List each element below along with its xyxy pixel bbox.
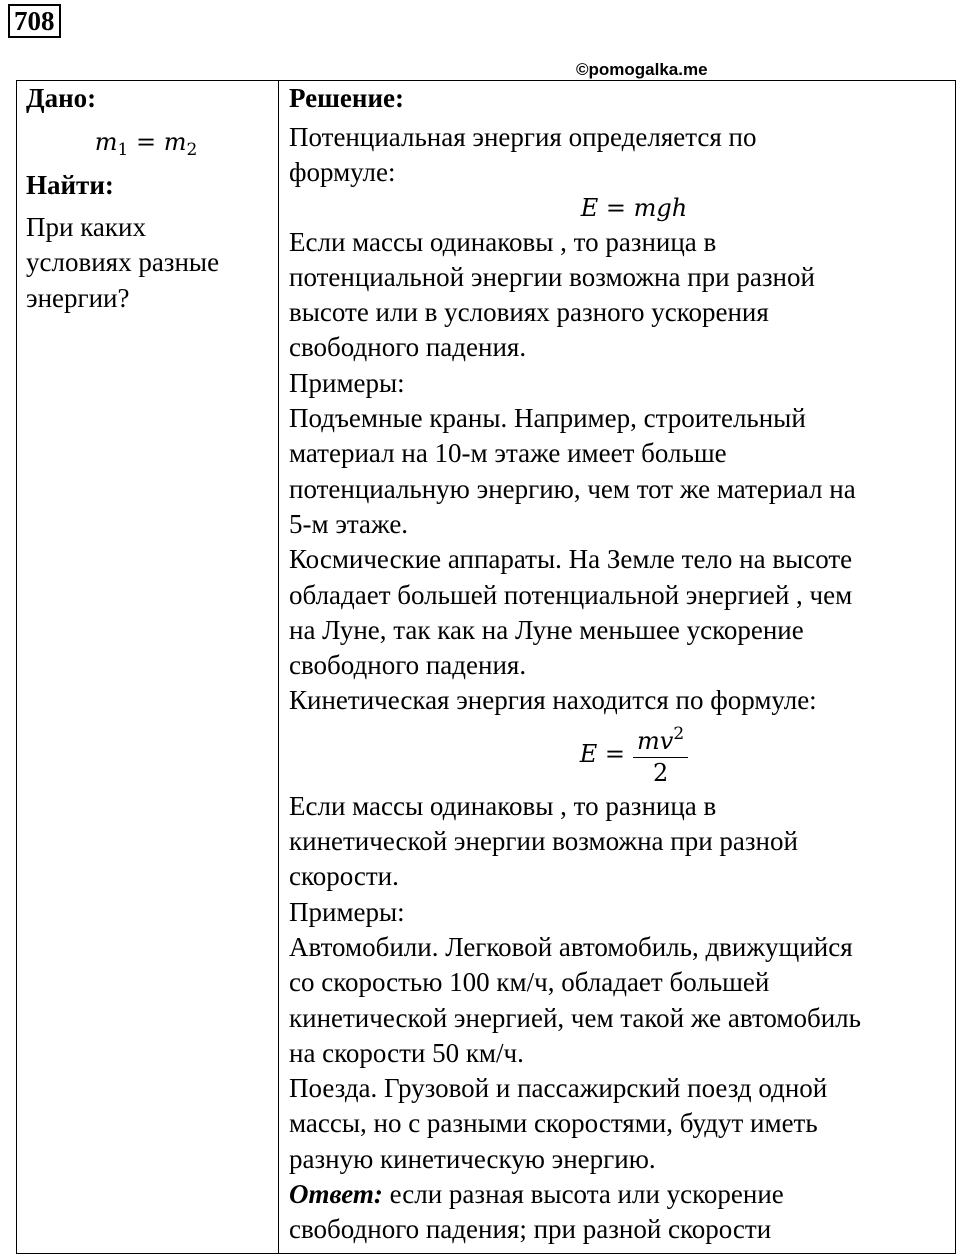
text-line: свободного падения. (289, 332, 527, 363)
text-line: 5-м этаже. (289, 508, 409, 539)
text-line: потенциальную энергию, чем тот же материал на (289, 473, 856, 504)
question-line: При каких (26, 212, 146, 242)
answer-line: свободного падения; при разной скорости (289, 1214, 772, 1245)
text-line: на скорости 50 км/ч. (289, 1037, 524, 1068)
text-line: потенциальной энергии возможна при разной (289, 261, 815, 292)
solution-column (289, 81, 949, 1248)
text-line: Потенциальная энергия определяется по (289, 122, 757, 152)
text-line: Если массы одинаковы , то разница в (289, 790, 717, 821)
text-line: кинетической энергии возможна при разной (289, 826, 798, 857)
column-divider (278, 81, 279, 1253)
text-line: массы, но с разными скоростями, будут иметь (289, 1108, 818, 1139)
text-line: Автомобили. Легковой автомобиль, движущийся (289, 931, 853, 962)
find-heading: Найти: (26, 170, 114, 200)
text-line: скорости. (289, 861, 399, 892)
kinetic-energy-formula: E = $\frac{mv^2}{2}$ (289, 719, 949, 789)
answer-text: если разная высота или ускорение (382, 1179, 784, 1210)
question-line: условиях разные (26, 247, 220, 278)
text-line: Примеры: (289, 367, 405, 398)
answer-line (289, 1177, 949, 1212)
question-line: энергии? (26, 282, 130, 313)
text-line: Подъемные краны. Например, строительный (289, 403, 806, 434)
text-line: Если массы одинаковы , то разница в (289, 226, 717, 257)
watermark: ©pomogalka.me (576, 60, 708, 79)
given-equation: $m_1 = m_2$ (94, 128, 198, 160)
text-line: материал на 10-м этаже имеет больше (289, 438, 727, 469)
text-line: на Луне, так как на Луне меньшее ускорение (289, 614, 804, 645)
text-line: высоте или в условиях разного ускорения (289, 297, 769, 328)
text-line: Кинетическая энергия находится по формуле: (289, 685, 817, 716)
text-line: обладает большей потенциальной энергией , чем (289, 579, 853, 610)
problem-number: 708 (8, 4, 61, 38)
text-line: разную кинетическую энергию. (289, 1143, 656, 1174)
potential-energy-formula: E = mgh (580, 193, 688, 222)
text-line: Поезда. Грузовой и пассажирский поезд одной (289, 1073, 828, 1104)
text-line: кинетической энергией, чем такой же автомобиль (289, 1002, 861, 1033)
given-column (26, 81, 266, 316)
given-heading: Дано: (26, 83, 97, 113)
answer-label: Ответ: (289, 1179, 383, 1210)
text-line: Космические аппараты. На Земле тело на высоте (289, 544, 853, 575)
text-line: со скоростью 100 км/ч, обладает большей (289, 967, 770, 998)
solution-heading: Решение: (289, 83, 404, 113)
text-line: формуле: (289, 157, 396, 188)
text-line: Примеры: (289, 896, 405, 927)
solution-table (16, 80, 956, 1254)
text-line: свободного падения. (289, 650, 527, 681)
